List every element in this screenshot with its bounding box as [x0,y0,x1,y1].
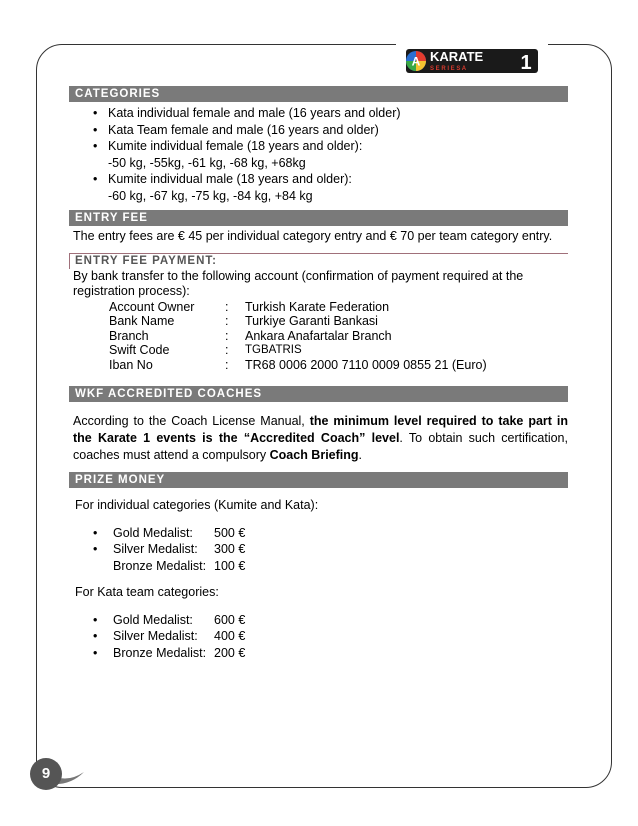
payment-intro: By bank transfer to the following account (confirmation of payment required at the registration process): [73,268,524,298]
iban-row: Iban No : TR68 0006 2000 7110 0009 0855 21 (Euro) [109,357,487,372]
logo-series: S E R I E S A [430,66,467,72]
logo-word: KARATE [430,49,484,64]
prize-intro-team: For Kata team categories: [75,585,219,599]
list-item: • Kumite individual female (18 years and older): [93,139,363,153]
coaches-heading: WKF ACCREDITED COACHES [69,386,568,402]
prize-list-team [69,612,568,662]
branch-row: Branch : Ankara Anafartalar Branch [109,328,392,343]
logo-number: 1 [520,52,532,74]
weight-classes-male: -60 kg, -67 kg, -75 kg, -84 kg, +84 kg [108,188,313,203]
karate1-logo [396,44,548,78]
swift-code-row: Swift Code : TGBATRIS [109,343,302,357]
categories-heading: CATEGORIES [69,86,568,102]
payment-heading: ENTRY FEE PAYMENT: [69,253,568,269]
list-item: Bronze Medalist: 100 € [113,558,246,573]
karate1-logo-graphic [396,44,548,78]
account-owner-row: Account Owner : Turkish Karate Federation [109,299,390,314]
page-content [69,86,568,661]
list-item: • Kata individual female and male (16 years and older) [93,106,401,120]
list-item: • Silver Medalist: 400 € [93,629,246,643]
categories-list-cont [69,171,568,188]
prize-list-individual [69,525,568,575]
prize-intro-individual: For individual categories (Kumite and Kata): [75,498,319,512]
bank-account-details [69,300,568,373]
list-item: • Bronze Medalist: 200 € [93,645,246,660]
list-item: • Gold Medalist: 500 € [93,525,246,540]
page-number: 9 [30,758,62,790]
list-item: • Kumite individual male (18 years and older): [93,172,352,186]
entry-fee-heading: ENTRY FEE [69,210,568,226]
weight-classes-female: -50 kg, -55kg, -61 kg, -68 kg, +68kg [108,155,306,170]
list-item: • Gold Medalist: 600 € [93,612,246,627]
categories-list [69,105,568,155]
coaches-text: According to the Coach License Manual, the minimum level required to take part in the Karate 1 events is the “Accredited Coach” level. To obtain such certification, coaches must attend a compulsory Coach Briefing. [73,414,568,462]
bank-name-row: Bank Name : Turkiye Garanti Bankasi [109,314,378,328]
logo-letter: A [411,54,421,69]
entry-fee-text: The entry fees are € 45 per individual category entry and € 70 per team category entry. [73,229,553,243]
list-item: • Kata Team female and male (16 years and older) [93,122,379,137]
prize-heading: PRIZE MONEY [69,472,568,488]
list-item: • Silver Medalist: 300 € [93,542,246,556]
